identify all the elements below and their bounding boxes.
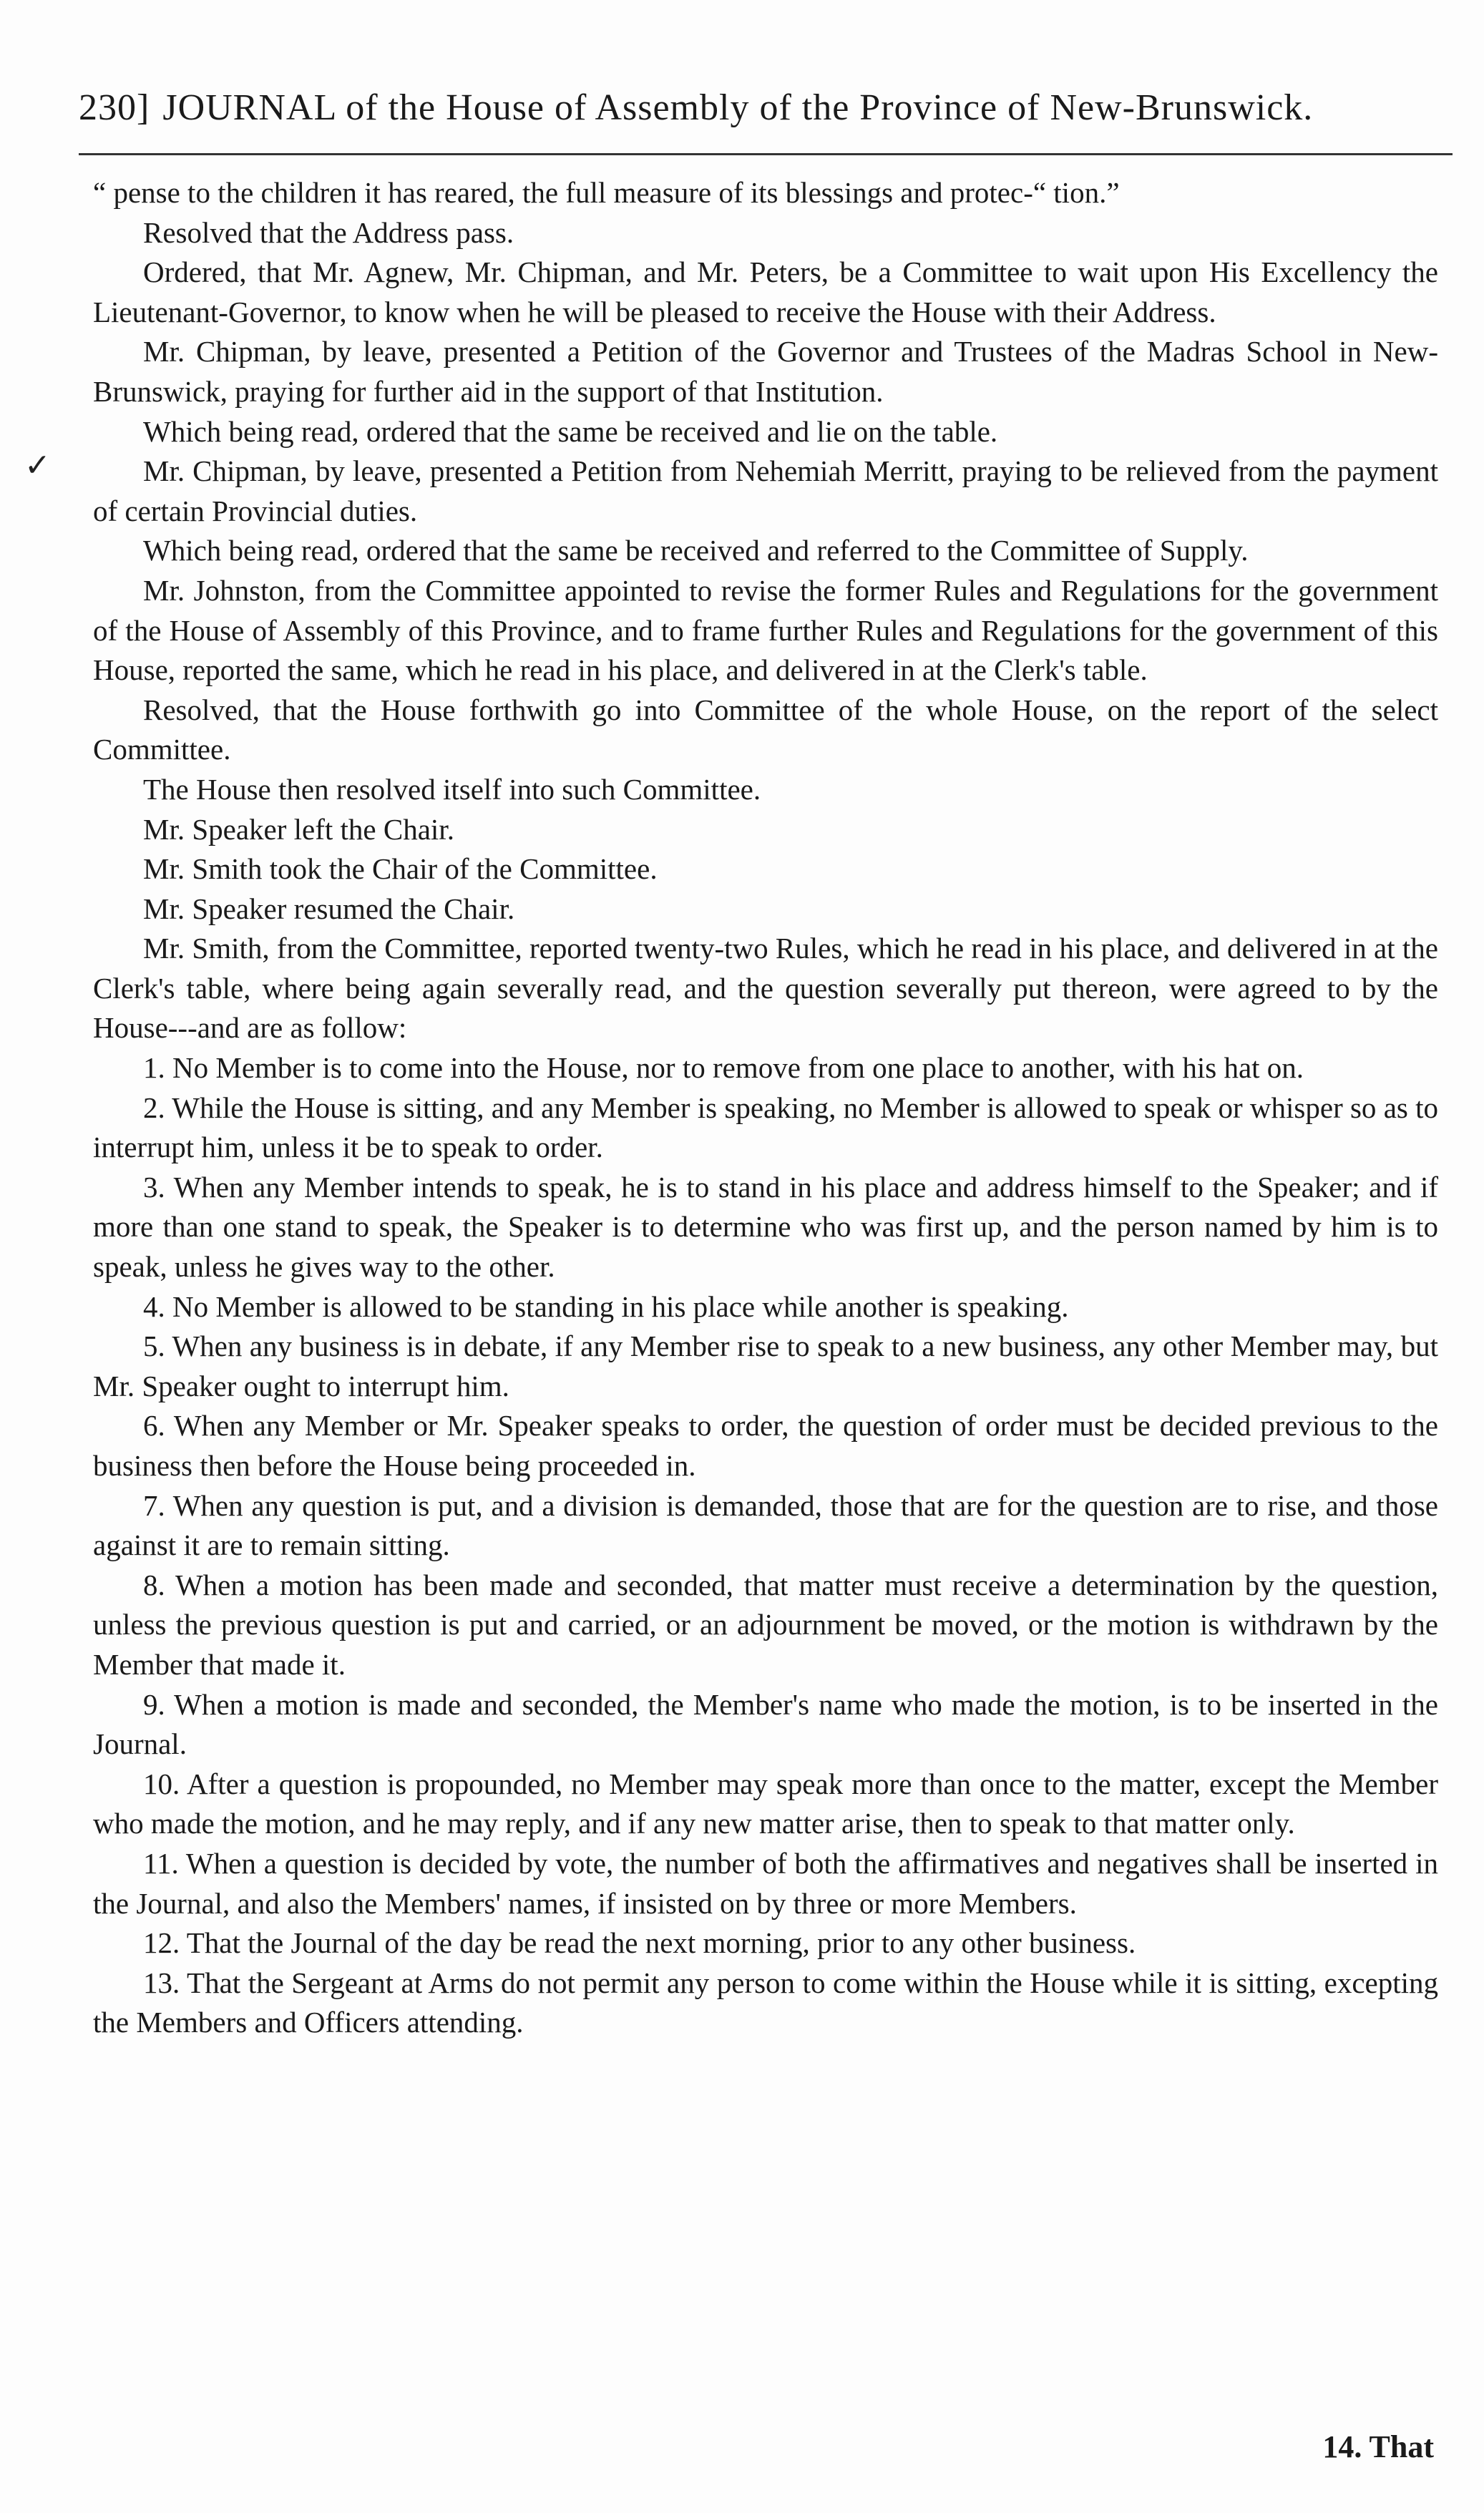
journal-paragraph: Mr. Chipman, by leave, presented a Petition of the Governor and Trustees of the Madras School in New-Brunswick, praying for further aid in the support of that Institution. [93,335,1438,408]
journal-paragraph: Mr. Speaker left the Chair. [143,812,454,846]
journal-paragraph: Which being read, ordered that the same be received and referred to the Committee of Supply. [143,534,1249,567]
page-number: 230] [79,87,150,128]
journal-paragraph: Resolved, that the House forthwith go into Committee of the whole House, on the report of the select Committee. [93,693,1438,766]
journal-paragraph: 13. That the Sergeant at Arms do not permit any person to come within the House while it is sitting, excepting the Members and Officers attending. [93,1966,1438,2039]
journal-paragraph: 10. After a question is propounded, no Member may speak more than once to the matter, except the Member who made the motion, and he may reply, and if any new matter arise, then to speak to that matter only. [93,1767,1438,1840]
journal-paragraph: 4. No Member is allowed to be standing in his place while another is speaking. [143,1289,1069,1323]
catchword: 14. That [1322,2429,1434,2464]
running-title: JOURNAL of the House of Assembly of the Province of New-Brunswick. [162,87,1314,128]
journal-paragraph: 1. No Member is to come into the House, nor to remove from one place to another, with his hat on. [143,1051,1304,1085]
journal-paragraph: 2. While the House is sitting, and any Member is speaking, no Member is allowed to speak or whisper so as to interrupt him, unless it be to speak to order. [93,1090,1438,1164]
journal-paragraph: 5. When any business is in debate, if any Member rise to speak to a new business, any other Member may, but Mr. Speaker ought to interrupt him. [93,1329,1438,1402]
journal-paragraph: Ordered, that Mr. Agnew, Mr. Chipman, and Mr. Peters, be a Committee to wait upon His Excellency the Lieutenant-Governor, to know when he will be pleased to receive the House with their Address. [93,255,1438,328]
journal-paragraph: The House then resolved itself into such Committee. [143,772,761,806]
journal-paragraph: 6. When any Member or Mr. Speaker speaks to order, the question of order must be decided previous to the business then before the House being proceeded in. [93,1409,1438,1482]
journal-paragraph: Mr. Smith took the Chair of the Committee. [143,852,658,886]
journal-paragraph: 11. When a question is decided by vote, the number of both the affirmatives and negatives shall be inserted in the Journal, and also the Members' names, if insisted on by three or more Members. [93,1846,1438,1920]
journal-paragraph: Resolved that the Address pass. [143,215,514,249]
journal-paragraph: 8. When a motion has been made and seconded, that matter must receive a determination by the question, unless the previous question is put and carried, or an adjournment be moved, or the motion is withdrawn by the Member that made it. [93,1568,1438,1681]
journal-paragraph: Mr. Chipman, by leave, presented a Petition from Nehemiah Merritt, praying to be relieved from the payment of certain Provincial duties. [93,454,1438,527]
journal-paragraph: Mr. Speaker resumed the Chair. [143,892,515,925]
journal-paragraph: 12. That the Journal of the day be read the next morning, prior to any other business. [143,1926,1136,1960]
journal-paragraph: Mr. Smith, from the Committee, reported twenty-two Rules, which he read in his place, and delivered in at the Clerk's table, where being again severally read, and the question severally put thereon, were agreed to by the House---and are as follow: [93,932,1438,1045]
journal-paragraph: 7. When any question is put, and a division is demanded, those that are for the question are to rise, and those against it are to remain sitting. [93,1488,1438,1562]
page-header [79,84,1438,132]
journal-body [93,173,1438,2043]
journal-paragraph: Which being read, ordered that the same be received and lie on the table. [143,414,998,448]
journal-paragraph: 3. When any Member intends to speak, he is to stand in his place and address himself to the Speaker; and if more than one stand to speak, the Speaker is to determine who was first up, and the person named by him is to speak, unless he gives way to the other. [93,1170,1438,1284]
journal-paragraph: “ pense to the children it has reared, the full measure of its blessings and protec-“ tion.” [93,176,1120,209]
margin-check-mark: ✓ [24,448,51,483]
journal-paragraph: 9. When a motion is made and seconded, the Member's name who made the motion, is to be inserted in the Journal. [93,1687,1438,1761]
journal-paragraph: Mr. Johnston, from the Committee appointed to revise the former Rules and Regulations for the government of the House of Assembly of this Province, and to frame further Rules and Regulations for the government of this House, reported the same, which he read in his place, and delivered in at the Clerk's table. [93,573,1438,687]
header-rule [79,153,1453,155]
